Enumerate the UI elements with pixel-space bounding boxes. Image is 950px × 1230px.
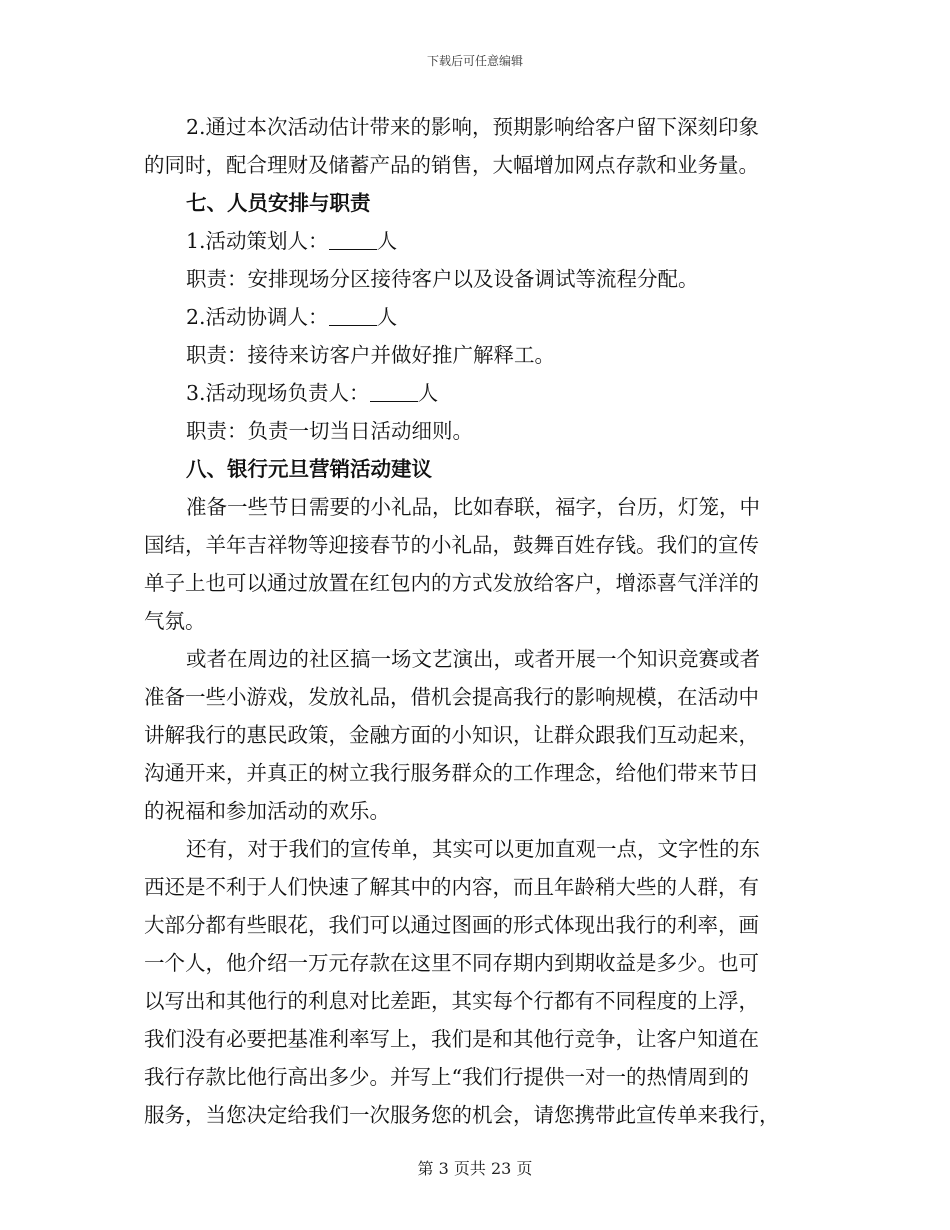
text-line: 我行存款比他行高出多少。并写上“我们行提供一对一的热情周到的: [144, 1065, 749, 1089]
paragraph-flyer: [144, 830, 804, 1134]
paragraph-impact: [144, 108, 804, 184]
text-line: 讲解我行的惠民政策，金融方面的小知识，让群众跟我们互动起来，: [144, 723, 759, 747]
document-body: [144, 108, 804, 1134]
blank-underline: [329, 303, 377, 326]
text-line: 服务，当您决定给我们一次服务您的机会，请您携带此宣传单来我行，: [144, 1103, 780, 1127]
role-label: 2.活动协调人：: [186, 305, 329, 329]
text-line: 准备一些小游戏，发放礼品，借机会提高我行的影响规模，在活动中: [144, 685, 759, 709]
page-header: 下载后可任意编辑: [426, 54, 523, 68]
duty-site-manager: 职责：负责一切当日活动细则。: [186, 419, 473, 443]
blank-underline: [329, 227, 377, 250]
role-suffix: 人: [417, 381, 439, 405]
text-line: 以写出和其他行的利息对比差距，其实每个行都有不同程度的上浮，: [144, 989, 759, 1013]
section-heading-7: 七、人员安排与职责: [186, 191, 371, 215]
duty-coordinator: 职责：接待来访客户并做好推广解释工。: [186, 343, 555, 367]
role-site-manager: [144, 374, 804, 412]
paragraph-community: [144, 640, 804, 830]
role-coordinator: [144, 298, 804, 336]
text-line: 沟通开来，并真正的树立我行服务群众的工作理念，给他们带来节日: [144, 761, 759, 785]
text-line: 大部分都有些眼花，我们可以通过图画的形式体现出我行的利率，画: [144, 913, 759, 937]
text-line: 准备一些节日需要的小礼品，比如春联，福字，台历，灯笼，中: [186, 495, 760, 519]
text-line: 的同时，配合理财及储蓄产品的销售，大幅增加网点存款和业务量。: [144, 153, 759, 177]
text-line: 单子上也可以通过放置在红包内的方式发放给客户，增添喜气洋洋的: [144, 571, 759, 595]
text-line: 2.通过本次活动估计带来的影响，预期影响给客户留下深刻印象: [186, 115, 760, 139]
text-line: 一个人，他介绍一万元存款在这里不同存期内到期收益是多少。也可: [144, 951, 759, 975]
page-footer: 第 3 页共 23 页: [417, 1159, 533, 1178]
paragraph-gifts: [144, 488, 804, 640]
section-heading-8: 八、银行元旦营销活动建议: [186, 457, 432, 481]
role-suffix: 人: [376, 229, 398, 253]
duty-planner: 职责：安排现场分区接待客户以及设备调试等流程分配。: [186, 267, 699, 291]
role-suffix: 人: [376, 305, 398, 329]
text-line: 的祝福和参加活动的欢乐。: [144, 799, 390, 823]
blank-underline: [370, 379, 418, 402]
role-planner: [144, 222, 804, 260]
role-label: 3.活动现场负责人：: [186, 381, 370, 405]
text-line: 国结，羊年吉祥物等迎接春节的小礼品，鼓舞百姓存钱。我们的宣传: [144, 533, 759, 557]
text-line: 还有，对于我们的宣传单，其实可以更加直观一点，文字性的东: [186, 837, 760, 861]
text-line: 气氛。: [144, 609, 206, 633]
text-line: 或者在周边的社区搞一场文艺演出，或者开展一个知识竞赛或者: [186, 647, 760, 671]
role-label: 1.活动策划人：: [186, 229, 329, 253]
text-line: 我们没有必要把基准利率写上，我们是和其他行竞争，让客户知道在: [144, 1027, 759, 1051]
text-line: 西还是不利于人们快速了解其中的内容，而且年龄稍大些的人群，有: [144, 875, 759, 899]
